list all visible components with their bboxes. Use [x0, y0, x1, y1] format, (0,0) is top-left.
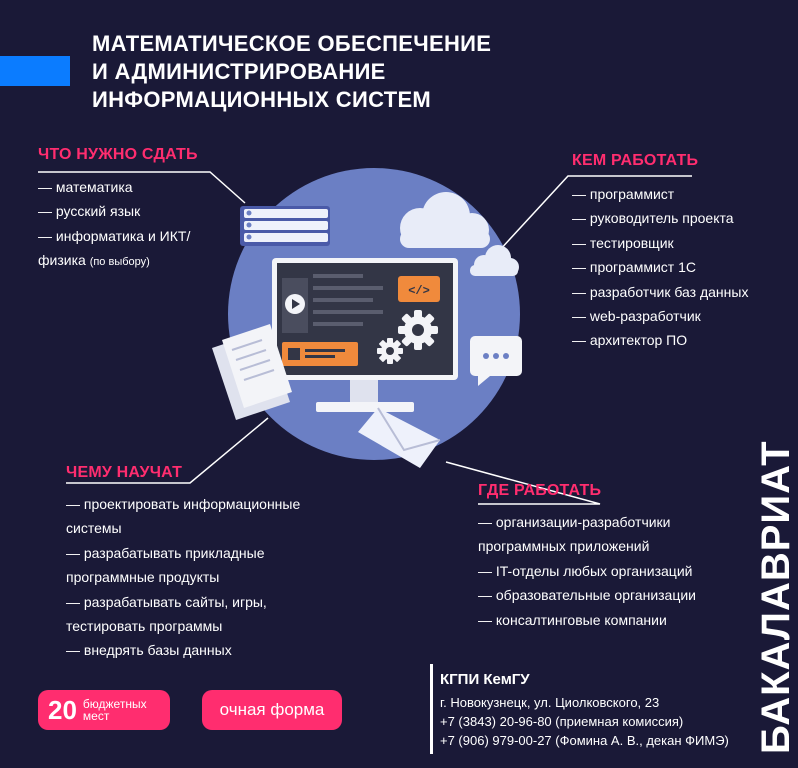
careers-heading: КЕМ РАБОТАТЬ [572, 152, 699, 169]
list-item-note: (по выбору) [89, 256, 150, 269]
exams-heading: ЧТО НУЖНО СДАТЬ [38, 146, 198, 163]
list-item: — разрабатывать сайты, игры, [66, 593, 267, 610]
budget-places-label: бюджетных мест [82, 697, 147, 723]
study-form-badge: очная форма [202, 690, 342, 730]
workplaces-heading: ГДЕ РАБОТАТЬ [478, 482, 602, 499]
list-item: системы [66, 520, 122, 537]
list-item: — консалтинговые компании [478, 611, 667, 628]
contact-block [440, 670, 729, 750]
title-line-1: МАТЕМАТИЧЕСКОЕ ОБЕСПЕЧЕНИЕ [92, 31, 492, 56]
list-item: — разрабатывать прикладные [66, 544, 265, 561]
budget-places-number: 20 [48, 694, 77, 725]
list-item: — внедрять базы данных [66, 642, 232, 659]
list-item: программные продукты [66, 569, 220, 586]
degree-level-label: БАКАЛАВРИАТ [754, 440, 798, 754]
workplaces-list [478, 510, 696, 632]
small-gear-icon [377, 338, 403, 364]
list-item-text: физика [38, 252, 86, 269]
list-item: — организации-разработчики [478, 514, 671, 530]
title-line-2: И АДМИНИСТРИРОВАНИЕ [92, 59, 386, 84]
careers-list [572, 182, 748, 353]
list-item: — русский язык [38, 203, 141, 220]
list-item [38, 248, 190, 274]
list-item: — информатика и ИКТ/ [38, 227, 191, 244]
budget-places-badge [38, 690, 170, 730]
list-item: тестировать программы [66, 618, 223, 635]
list-item: — web-разработчик [572, 308, 701, 325]
institution-name: КГПИ КемГУ [440, 671, 530, 688]
address: г. Новокузнецк, ул. Циолковского, 23 [440, 695, 660, 710]
list-item: — IT-отделы любых организаций [478, 562, 693, 579]
code-tag-label: </> [408, 284, 430, 298]
list-item: — программист [572, 186, 675, 202]
list-item: — разработчик баз данных [572, 283, 749, 300]
list-item: программных приложений [478, 538, 650, 555]
list-panel-icon [240, 206, 330, 246]
phone-admissions: +7 (3843) 20-96-80 (приемная комиссия) [440, 714, 684, 729]
list-item: — программист 1С [572, 259, 696, 276]
skills-heading: ЧЕМУ НАУЧАТ [66, 464, 183, 481]
list-item: — тестировщик [572, 234, 674, 251]
skills-list [66, 492, 300, 663]
list-item: — образовательные организации [478, 587, 696, 604]
list-item: — руководитель проекта [572, 210, 734, 227]
exams-list [38, 175, 190, 275]
title-line-3: ИНФОРМАЦИОННЫХ СИСТЕМ [92, 87, 432, 112]
list-item: — архитектор ПО [572, 332, 688, 349]
list-item: — проектировать информационные [66, 496, 301, 512]
gear-icon [398, 310, 438, 350]
list-item: — математика [38, 179, 133, 195]
phone-dean: +7 (906) 979-00-27 (Фомина А. В., декан ФИМЭ) [440, 733, 729, 748]
contact-divider [430, 664, 433, 754]
